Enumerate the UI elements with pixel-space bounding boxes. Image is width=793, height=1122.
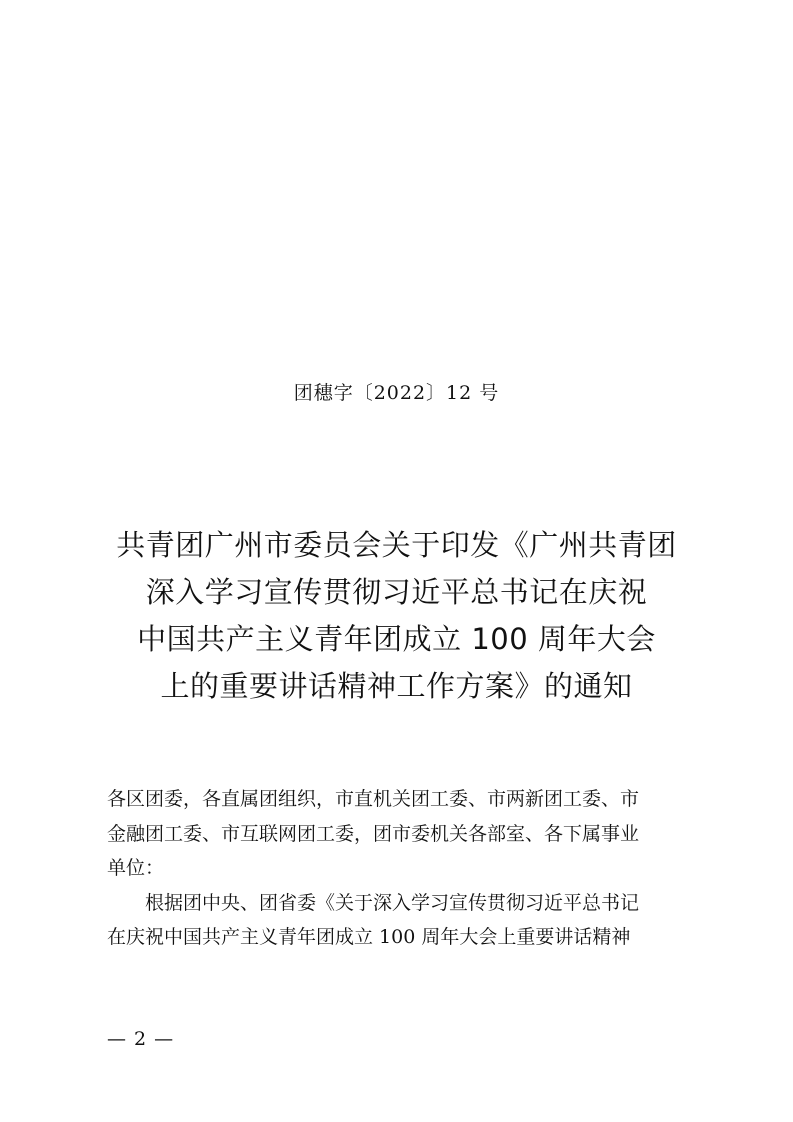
title-line: 上的重要讲话精神工作方案》的通知 <box>160 669 633 703</box>
title-line: 中国共产主义青年团成立 100 周年大会 <box>137 622 656 656</box>
addressee-line: 单位： <box>107 857 165 879</box>
title-line: 共青团广州市委员会关于印发《广州共青团 <box>116 528 677 562</box>
paragraph-line: 根据团中央、团省委《关于深入学习宣传贯彻习近平总书记 <box>107 891 640 914</box>
document-number: 团穗字〔2022〕12 号 <box>293 382 500 404</box>
page-number: — 2 — <box>107 1028 175 1050</box>
body-paragraph <box>107 886 695 955</box>
paragraph-line: 在庆祝中国共产主义青年团成立 100 周年大会上重要讲话精神 <box>107 926 631 948</box>
addressee-line: 各区团委，各直属团组织，市直机关团工委、市两新团工委、市 <box>107 788 640 810</box>
document-title <box>0 522 793 710</box>
addressee-line: 金融团工委、市互联网团工委，团市委机关各部室、各下属事业 <box>107 822 640 845</box>
document-body <box>107 782 695 955</box>
title-line: 深入学习宣传贯彻习近平总书记在庆祝 <box>145 575 648 609</box>
addressee-block <box>107 782 695 886</box>
